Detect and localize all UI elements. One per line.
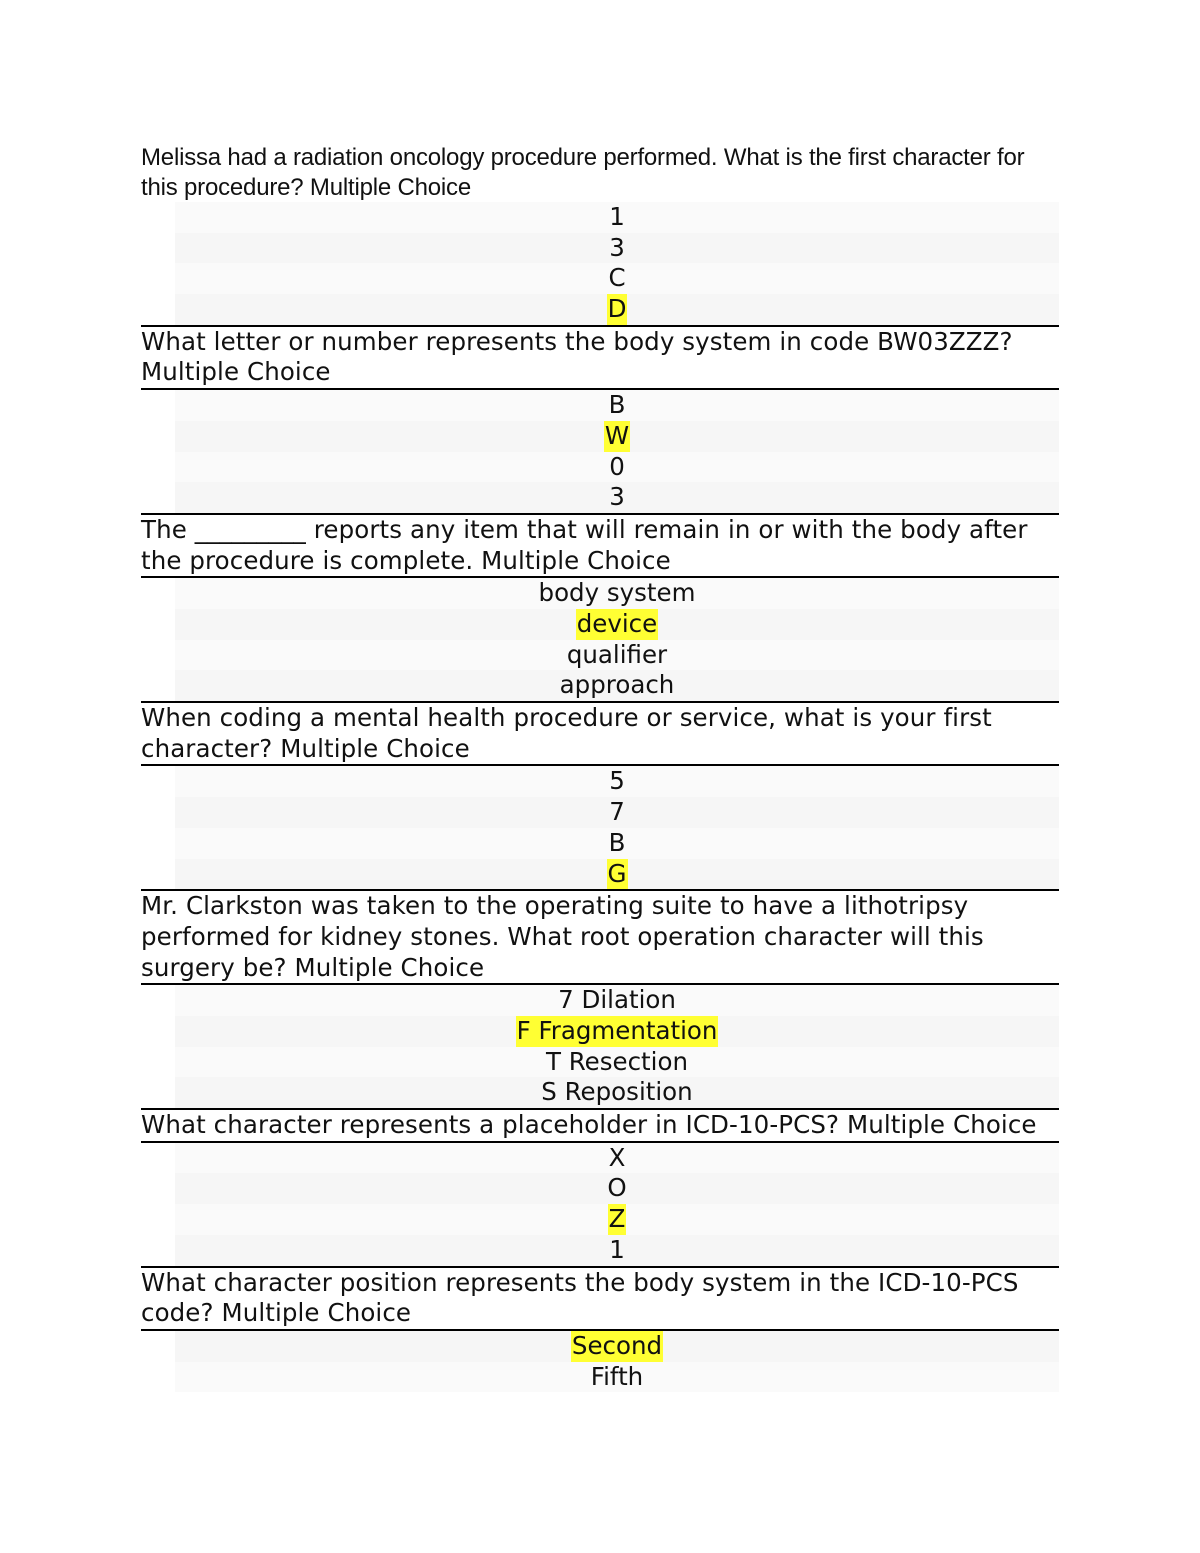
answer-option [158, 482, 1076, 513]
question-block-4 [141, 703, 1059, 891]
answer-option-correct [158, 421, 1076, 452]
correct-answer-highlight: Z [608, 1204, 626, 1234]
answer-option [158, 1143, 1076, 1174]
answer-option [158, 1047, 1076, 1078]
answer-option-label: qualifier [566, 639, 668, 669]
correct-answer-highlight: F Fragmentation [516, 1016, 718, 1046]
answer-option-label: 3 [609, 232, 625, 262]
answer-options [175, 578, 1059, 701]
question-block-5 [141, 891, 1059, 1110]
answer-option [158, 1235, 1076, 1266]
correct-answer-highlight: W [604, 420, 630, 450]
question-block-2 [141, 327, 1059, 515]
answer-option-label: 1 [609, 202, 625, 231]
question-block-7 [141, 1268, 1059, 1393]
answer-option-label: S Reposition [541, 1077, 693, 1107]
answer-option [158, 797, 1076, 828]
question-text: When coding a mental health procedure or service, what is your first character? Multiple Choice [141, 703, 992, 763]
answer-option-correct [158, 294, 1076, 325]
answer-option-label: Fifth [590, 1361, 644, 1391]
answer-option-label: 0 [609, 451, 625, 481]
answer-option [158, 640, 1076, 671]
question-block-1 [141, 142, 1059, 327]
answer-option-label: 7 [609, 797, 625, 827]
correct-answer-highlight: G [607, 858, 627, 888]
answer-option [158, 828, 1076, 859]
answer-options [175, 1331, 1059, 1392]
answer-option-label: O [607, 1173, 627, 1203]
answer-option-label: body system [538, 578, 696, 608]
answer-option-label: B [608, 390, 626, 420]
answer-option [158, 263, 1076, 294]
answer-option-label: 3 [609, 482, 625, 512]
answer-option [158, 1077, 1076, 1108]
question-text: The _________ reports any item that will remain in or with the body after the procedure is complete. Multiple Choice [141, 514, 1028, 575]
question-block-3 [141, 515, 1059, 703]
question-text: Mr. Clarkston was taken to the operating suite to have a lithotripsy performed for kidney stones. What root operation character will this surgery be? Multiple Choice [141, 891, 984, 982]
answer-option [158, 233, 1076, 264]
answer-option-correct [158, 859, 1076, 890]
answer-option-correct [158, 609, 1076, 640]
answer-option [158, 578, 1076, 609]
answer-options [175, 202, 1059, 325]
answer-options [175, 390, 1059, 513]
answer-option [158, 670, 1076, 701]
correct-answer-highlight: D [607, 294, 627, 324]
question-block-6 [141, 1110, 1059, 1267]
question-text: Melissa had a radiation oncology procedure performed. What is the first character for this procedure? Multiple Choice [141, 144, 1025, 201]
correct-answer-highlight: Second [571, 1330, 663, 1360]
correct-answer-highlight: device [576, 609, 658, 638]
answer-option-label: C [608, 263, 626, 293]
answer-option [158, 452, 1076, 483]
answer-option-correct [158, 1331, 1076, 1362]
answer-option [158, 985, 1076, 1016]
answer-options [175, 766, 1059, 889]
answer-option [158, 1362, 1076, 1393]
answer-option [158, 766, 1076, 797]
answer-option-label: approach [559, 670, 675, 700]
answer-option-label: B [608, 827, 626, 857]
answer-options [175, 1143, 1059, 1266]
question-text: What character position represents the body system in the ICD-10-PCS code? Multiple Choice [141, 1267, 1019, 1328]
answer-option-correct [158, 1204, 1076, 1235]
question-text: What letter or number represents the body system in code BW03ZZZ? Multiple Choice [141, 326, 1013, 387]
answer-option [158, 1173, 1076, 1204]
document-page [141, 142, 1059, 1392]
answer-options [175, 985, 1059, 1108]
answer-option-label: X [608, 1142, 626, 1172]
answer-option-label: 7 Dilation [558, 985, 676, 1015]
answer-option [158, 390, 1076, 421]
question-text: What character represents a placeholder in ICD-10-PCS? Multiple Choice [141, 1110, 1037, 1140]
answer-option-label: 1 [609, 1234, 625, 1264]
answer-option-label: 5 [609, 766, 625, 796]
answer-option-correct [158, 1016, 1076, 1047]
answer-option [158, 202, 1076, 233]
answer-option-label: T Resection [546, 1046, 688, 1076]
